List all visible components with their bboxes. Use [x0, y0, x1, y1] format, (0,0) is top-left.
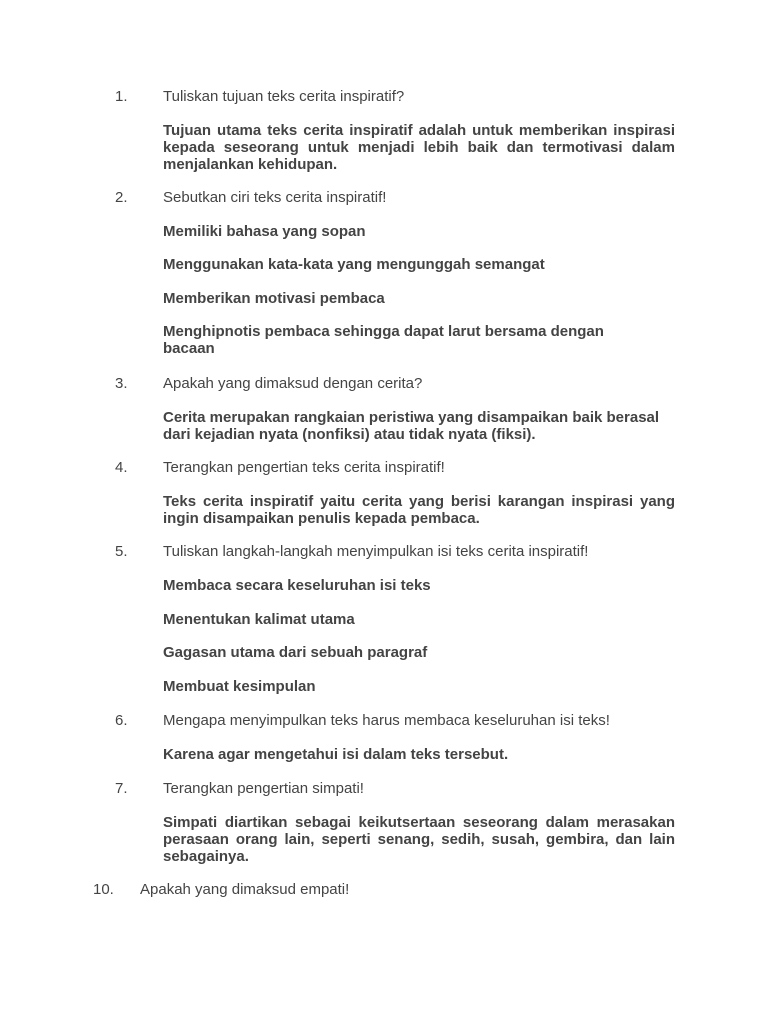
item-number: 3. [115, 375, 128, 392]
item-number: 7. [115, 780, 128, 797]
item-number: 5. [115, 543, 128, 560]
question-text: Apakah yang dimaksud dengan cerita? [163, 375, 423, 392]
answer-text: Membaca secara keseluruhan isi teks [163, 577, 431, 594]
answer-text: Menghipnotis pembaca sehingga dapat larut bersama dengan bacaan [163, 323, 604, 357]
answer-text: Menggunakan kata-kata yang mengunggah semangat [163, 256, 545, 273]
answer-text: Gagasan utama dari sebuah paragraf [163, 644, 428, 661]
answer-text: Menentukan kalimat utama [163, 611, 355, 628]
item-number: 6. [115, 712, 128, 729]
item-number: 2. [115, 189, 128, 206]
question-text: Terangkan pengertian simpati! [163, 780, 364, 797]
answer-text: Teks cerita inspiratif yaitu cerita yang berisi karangan inspirasi yang ingin disampaikan penulis kepada pembaca. [163, 493, 675, 527]
question-text: Terangkan pengertian teks cerita inspiratif! [163, 459, 445, 476]
answer-text: Karena agar mengetahui isi dalam teks tersebut. [163, 746, 509, 763]
answer-text: Memiliki bahasa yang sopan [163, 223, 366, 240]
question-text: Sebutkan ciri teks cerita inspiratif! [163, 189, 387, 206]
item-number: 4. [115, 459, 128, 476]
question-text: Tuliskan langkah-langkah menyimpulkan isi teks cerita inspiratif! [163, 543, 589, 560]
question-text: Mengapa menyimpulkan teks harus membaca keseluruhan isi teks! [163, 712, 610, 729]
answer-text: Memberikan motivasi pembaca [163, 290, 385, 307]
answer-text: Membuat kesimpulan [163, 678, 316, 695]
answer-text: Cerita merupakan rangkaian peristiwa yang disampaikan baik berasal dari kejadian nyata (nonfiksi) atau tidak nyata (fiksi). [163, 409, 660, 443]
answer-text: Simpati diartikan sebagai keikutsertaan seseorang dalam merasakan perasaan orang lain, seperti senang, sedih, susah, gembira, dan lain sebagainya. [163, 814, 675, 865]
question-text: Apakah yang dimaksud empati! [140, 881, 350, 898]
question-text: Tuliskan tujuan teks cerita inspiratif? [163, 88, 405, 105]
answer-text: Tujuan utama teks cerita inspiratif adalah untuk memberikan inspirasi kepada seseorang untuk menjadi lebih baik dan termotivasi dalam menjalankan kehidupan. [163, 122, 675, 173]
item-number: 10. [93, 881, 114, 898]
item-number: 1. [115, 88, 128, 105]
